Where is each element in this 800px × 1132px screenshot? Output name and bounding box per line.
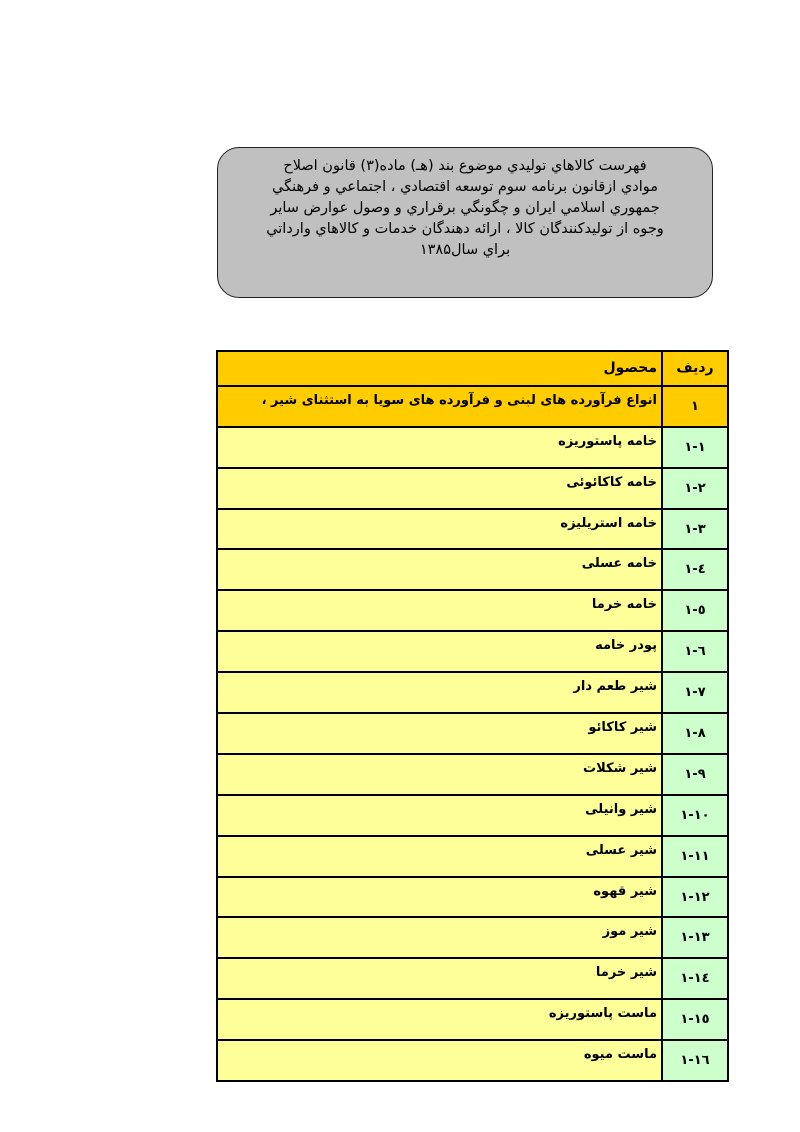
- table-row: [217, 590, 728, 631]
- product-name: شير قهوه: [217, 877, 662, 918]
- table-row: [217, 999, 728, 1040]
- table-group-row: [217, 386, 728, 427]
- table-row: [217, 427, 728, 468]
- table-row: [217, 795, 728, 836]
- row-number: ۱-۱٥: [662, 999, 728, 1040]
- product-name: خامه استريليزه: [217, 509, 662, 550]
- title-line: موادي ازقانون برنامه سوم توسعه اقتصادي ، اجتماعي و فرهنگي: [272, 179, 658, 195]
- title-line: وجوه از توليدكنندگان كالا ، ارائه دهندگان خدمات و كالاهاي وارداتي: [266, 221, 664, 237]
- table-row: [217, 509, 728, 550]
- table-row: [217, 1040, 728, 1081]
- table-row: [217, 836, 728, 877]
- product-name: شير طعم دار: [217, 672, 662, 713]
- group-name: انواع فرآورده های لبنی و فرآورده های سويا به استثنای شير ،: [217, 386, 662, 427]
- products-table: [216, 350, 729, 1082]
- row-number: ۱-۱٤: [662, 958, 728, 999]
- table-row: [217, 549, 728, 590]
- row-number: ۱-۲: [662, 468, 728, 509]
- title-line: براي سال۱۳۸۵: [419, 242, 511, 258]
- row-number: ۱-٥: [662, 590, 728, 631]
- product-name: خامه کاکائوئی: [217, 468, 662, 509]
- product-name: شير وانيلی: [217, 795, 662, 836]
- document-title: [232, 156, 698, 261]
- table-row: [217, 754, 728, 795]
- table-row: [217, 468, 728, 509]
- row-number: ۱-۷: [662, 672, 728, 713]
- group-number: ۱: [662, 386, 728, 427]
- product-name: ماست ميوه: [217, 1040, 662, 1081]
- row-number: ۱-۱۲: [662, 877, 728, 918]
- row-number: ۱-۱۰: [662, 795, 728, 836]
- row-number: ۱-۹: [662, 754, 728, 795]
- header-product-label: محصول: [217, 351, 662, 386]
- product-name: پودر خامه: [217, 631, 662, 672]
- row-number: ۱-۳: [662, 509, 728, 550]
- table-row: [217, 877, 728, 918]
- table-row: [217, 672, 728, 713]
- product-name: شير خرما: [217, 958, 662, 999]
- product-name: شير عسلی: [217, 836, 662, 877]
- product-name: شير کاکائو: [217, 713, 662, 754]
- table-row: [217, 713, 728, 754]
- title-line: فهرست كالاهاي توليدي موضوع بند (هـ) ماده(۳) قانون اصلاح: [283, 158, 647, 174]
- header-row-label: رديف: [662, 351, 728, 386]
- product-name: خامه عسلی: [217, 549, 662, 590]
- product-name: شير موز: [217, 917, 662, 958]
- row-number: ۱-۱: [662, 427, 728, 468]
- row-number: ۱-۱٦: [662, 1040, 728, 1081]
- title-box: [217, 147, 713, 298]
- row-number: ۱-٤: [662, 549, 728, 590]
- row-number: ۱-۱۳: [662, 917, 728, 958]
- product-name: ماست پاستوريزه: [217, 999, 662, 1040]
- product-name: خامه پاستوريزه: [217, 427, 662, 468]
- table-header-row: [217, 351, 728, 386]
- table-row: [217, 917, 728, 958]
- table-row: [217, 958, 728, 999]
- product-name: خامه خرما: [217, 590, 662, 631]
- row-number: ۱-٦: [662, 631, 728, 672]
- row-number: ۱-۱۱: [662, 836, 728, 877]
- product-name: شير شکلات: [217, 754, 662, 795]
- table-row: [217, 631, 728, 672]
- title-line: جمهوري اسلامي ايران و چگونگي برقراري و وصول عوارض ساير: [270, 200, 660, 216]
- row-number: ۱-۸: [662, 713, 728, 754]
